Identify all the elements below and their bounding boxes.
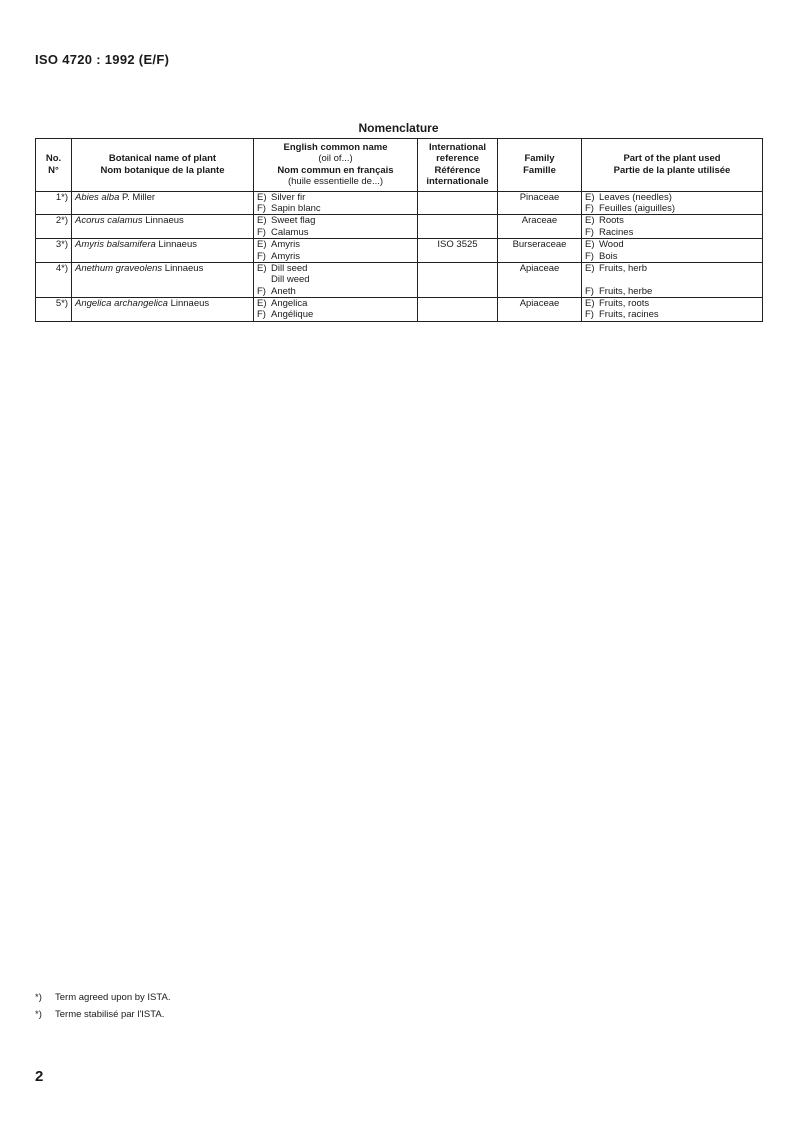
cell-common-name: [254, 215, 418, 239]
cell-no: 5*): [36, 298, 72, 322]
botanical-authority: Linnaeus: [162, 262, 204, 274]
part-used-line: [585, 227, 759, 238]
common-name-text: Calamus: [271, 226, 309, 238]
common-name-text: Amyris: [271, 250, 301, 262]
botanical-authority: Linnaeus: [142, 215, 184, 227]
col-header-part: Part of the plant used Partie de la plante utilisée: [582, 139, 763, 192]
lang-marker: F): [585, 309, 594, 321]
common-name-text: Dill seed: [271, 262, 308, 274]
col-header-no: No. N°: [36, 139, 72, 192]
cell-reference: [418, 262, 498, 297]
part-used-text: Fruits, herbe: [599, 285, 653, 297]
cell-part-used: [582, 262, 763, 297]
lang-marker: E): [585, 191, 595, 203]
lang-marker: F): [257, 202, 266, 214]
lang-marker: F): [585, 250, 594, 262]
botanical-genus-species: Angelica archangelica: [75, 298, 168, 310]
common-name-line: [257, 298, 414, 309]
lang-marker: F): [585, 285, 594, 297]
footnote-fr: *) Terme stabilisé par l'ISTA.: [35, 1009, 165, 1020]
cell-common-name: [254, 239, 418, 263]
part-used-line: [585, 215, 759, 226]
col-header-family: Family Famille: [498, 139, 582, 192]
lang-marker: F): [585, 202, 594, 214]
cell-no: 1*): [36, 191, 72, 215]
cell-reference: [418, 298, 498, 322]
common-name-text: Angélique: [271, 309, 314, 321]
common-name-line: [257, 239, 414, 250]
part-used-text: Fruits, herb: [599, 262, 648, 274]
botanical-authority: Linnaeus: [167, 298, 210, 310]
table-row: [36, 298, 763, 322]
lang-marker: F): [257, 226, 266, 238]
cell-common-name: [254, 298, 418, 322]
part-used-text: Leaves (needles): [599, 191, 672, 203]
common-name-line: [257, 251, 414, 262]
table-row: [36, 215, 763, 239]
common-name-text: Sweet flag: [271, 215, 316, 227]
lang-marker: E): [257, 262, 267, 274]
common-name-text: Silver fir: [271, 191, 306, 203]
botanical-authority: Linnaeus: [155, 239, 197, 251]
table-caption: Nomenclature: [358, 121, 439, 135]
cell-part-used: [582, 191, 763, 215]
lang-marker: E): [585, 298, 595, 310]
cell-botanical: [72, 298, 254, 322]
cell-family: Apiaceae: [498, 298, 582, 322]
common-name-line: [257, 192, 414, 203]
botanical-genus-species: Anethum graveolens: [75, 262, 163, 274]
cell-botanical: [72, 262, 254, 297]
cell-botanical: [72, 215, 254, 239]
table-row: [36, 191, 763, 215]
part-used-line: [585, 274, 759, 285]
cell-family: Apiaceae: [498, 262, 582, 297]
common-name-text: Amyris: [271, 239, 301, 251]
common-name-line: [257, 263, 414, 274]
common-name-line: [257, 309, 414, 320]
table-row: [36, 239, 763, 263]
botanical-genus-species: Amyris balsamifera: [75, 239, 156, 251]
lang-marker: [257, 274, 271, 285]
col-header-botanical: Botanical name of plant Nom botanique de la plante: [72, 139, 254, 192]
footnote-en: *) Term agreed upon by ISTA.: [35, 992, 171, 1003]
cell-family: Pinaceae: [498, 191, 582, 215]
standard-header: ISO 4720 : 1992 (E/F): [35, 52, 170, 67]
common-name-text: Dill weed: [271, 274, 310, 286]
page-number: 2: [35, 1068, 44, 1085]
part-used-text: Racines: [599, 226, 634, 238]
cell-reference: [418, 191, 498, 215]
lang-marker: E): [585, 215, 595, 227]
part-used-text: Feuilles (aiguilles): [599, 202, 676, 214]
cell-family: Araceae: [498, 215, 582, 239]
part-used-line: [585, 263, 759, 274]
nomenclature-table: [35, 138, 763, 322]
lang-marker: F): [585, 226, 594, 238]
cell-part-used: [582, 215, 763, 239]
common-name-text: Aneth: [271, 285, 296, 297]
common-name-text: Angelica: [271, 298, 308, 310]
part-used-line: [585, 286, 759, 297]
cell-no: 2*): [36, 215, 72, 239]
botanical-genus-species: Abies alba: [75, 191, 120, 203]
part-used-text: Roots: [599, 215, 624, 227]
lang-marker: F): [257, 250, 266, 262]
part-used-line: [585, 298, 759, 309]
lang-marker: E): [585, 239, 595, 251]
col-header-reference: International reference Référence internationale: [418, 139, 498, 192]
botanical-genus-species: Acorus calamus: [75, 215, 143, 227]
cell-common-name: [254, 262, 418, 297]
part-used-text: Bois: [599, 250, 618, 262]
lang-marker: F): [257, 309, 266, 321]
lang-marker: F): [257, 285, 266, 297]
lang-marker: E): [585, 262, 595, 274]
cell-no: 3*): [36, 239, 72, 263]
cell-reference: ISO 3525: [418, 239, 498, 263]
cell-part-used: [582, 298, 763, 322]
lang-marker: E): [257, 239, 267, 251]
lang-marker: E): [257, 191, 267, 203]
cell-botanical: [72, 239, 254, 263]
cell-common-name: [254, 191, 418, 215]
lang-marker: E): [257, 298, 267, 310]
cell-no: 4*): [36, 262, 72, 297]
common-name-line: [257, 215, 414, 226]
botanical-authority: P. Miller: [119, 191, 156, 203]
col-header-common: English common name (oil of...) Nom commun en français (huile essentielle de...): [254, 139, 418, 192]
common-name-line: [257, 286, 414, 297]
part-used-text: Wood: [599, 239, 624, 251]
table-body: [36, 191, 763, 321]
part-used-line: [585, 203, 759, 214]
part-used-line: [585, 239, 759, 250]
part-used-line: [585, 309, 759, 320]
cell-part-used: [582, 239, 763, 263]
cell-family: Burseraceae: [498, 239, 582, 263]
footnotes: [35, 992, 170, 1026]
part-used-text: Fruits, racines: [599, 309, 659, 321]
cell-botanical: [72, 191, 254, 215]
part-used-text: Fruits, roots: [599, 298, 650, 310]
common-name-line: [257, 274, 414, 285]
table-header-row: [36, 139, 763, 192]
cell-reference: [418, 215, 498, 239]
table-row: [36, 262, 763, 297]
part-used-line: [585, 192, 759, 203]
common-name-line: [257, 227, 414, 238]
lang-marker: E): [257, 215, 267, 227]
common-name-text: Sapin blanc: [271, 202, 321, 214]
part-used-line: [585, 251, 759, 262]
common-name-line: [257, 203, 414, 214]
